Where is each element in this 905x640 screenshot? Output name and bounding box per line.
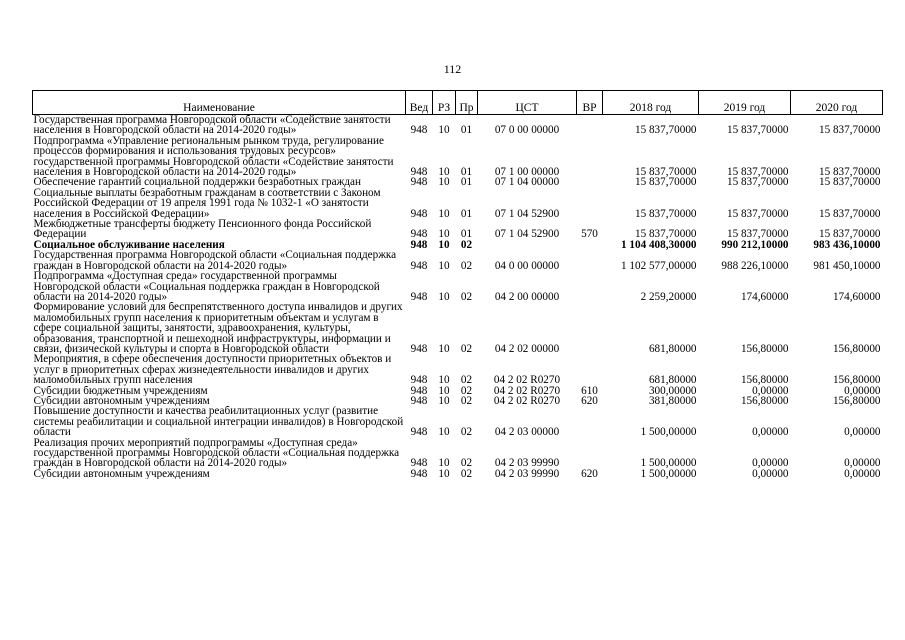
cell-ved: 948 — [410, 395, 428, 407]
cell-ved: 948 — [410, 385, 428, 396]
cell-vr: 620 — [581, 395, 598, 407]
cell-pr: 01 — [460, 166, 473, 178]
cell-pr: 02 — [460, 395, 473, 407]
cell-cst: 07 1 04 00000 — [494, 177, 560, 188]
cell-y2020: 981 450,10000 — [813, 259, 881, 272]
cell-pr: 02 — [460, 239, 473, 251]
cell-vr — [577, 438, 603, 469]
cell-ved: 948 — [410, 290, 428, 303]
header-2020: 2020 год — [791, 91, 883, 115]
cell-name: Субсидии автономным учреждениям — [33, 468, 210, 480]
cell-y2018: 1 500,00000 — [640, 426, 697, 438]
cell-cst: 04 2 02 R0270 — [493, 385, 561, 396]
cell-vr — [577, 177, 603, 187]
cell-y2018: 15 837,70000 — [634, 124, 697, 136]
cell-rz: 10 — [438, 177, 450, 188]
cell-pr: 02 — [460, 374, 473, 386]
cell-cst: 04 2 03 99990 — [494, 468, 560, 480]
cell-y2020: 0,00000 — [844, 457, 881, 469]
cell-ved: 948 — [410, 259, 428, 272]
cell-y2019: 0,00000 — [752, 385, 789, 396]
table-row — [33, 271, 883, 302]
cell-cst: 04 2 02 R0270 — [493, 374, 561, 386]
cell-rz: 10 — [438, 166, 450, 178]
table-row — [33, 302, 883, 354]
cell-y2019: 156,80000 — [740, 395, 789, 407]
cell-rz: 10 — [438, 342, 450, 355]
cell-rz: 10 — [438, 374, 450, 386]
cell-vr — [577, 302, 603, 354]
cell-y2020: 156,80000 — [832, 342, 881, 355]
cell-vr — [577, 354, 603, 385]
cell-rz: 10 — [438, 124, 450, 136]
cell-y2020: 0,00000 — [844, 385, 881, 396]
table-row — [33, 240, 883, 250]
cell-rz: 10 — [438, 239, 450, 251]
cell-pr: 02 — [460, 468, 473, 480]
header-name: Наименование — [33, 91, 406, 115]
cell-ved: 948 — [410, 426, 428, 438]
cell-y2020: 983 436,10000 — [813, 239, 881, 251]
cell-cst: 04 2 02 00000 — [494, 342, 560, 355]
cell-y2020: 15 837,70000 — [818, 228, 881, 240]
table-row — [33, 396, 883, 406]
cell-vr — [577, 271, 603, 302]
cell-rz: 10 — [438, 457, 450, 469]
cell-ved: 948 — [410, 124, 428, 136]
table-row — [33, 386, 883, 396]
cell-y2019: 156,80000 — [740, 342, 789, 355]
cell-ved: 948 — [410, 166, 428, 178]
cell-vr — [577, 136, 603, 178]
cell-cst: 07 1 04 52900 — [494, 228, 560, 240]
header-2018: 2018 год — [603, 91, 699, 115]
cell-ved: 948 — [410, 468, 428, 480]
header-rz: РЗ — [433, 91, 456, 115]
cell-pr: 01 — [460, 207, 473, 220]
cell-y2018: 1 102 577,00000 — [620, 259, 697, 272]
header-vr: ВР — [577, 91, 603, 115]
cell-pr: 01 — [460, 124, 473, 136]
table-row — [33, 115, 883, 136]
cell-name: Повышение доступности и качества реабилитационных услуг (развитие системы реабилитации и социальной интеграции инвалидов) в Новгородской области — [33, 406, 404, 438]
cell-y2020: 0,00000 — [844, 426, 881, 438]
cell-y2018: 15 837,70000 — [634, 207, 697, 220]
table-row — [33, 136, 883, 178]
cell-cst: 04 2 00 00000 — [494, 290, 560, 303]
cell-cst: 04 2 03 00000 — [494, 426, 560, 438]
cell-name: Реализация прочих мероприятий подпрограммы «Доступная среда» государственной программы Новгородской области «Социальная поддержка граждан в Новгородской области на 2014-2020 годы» — [33, 437, 400, 469]
cell-rz: 10 — [438, 468, 450, 480]
header-pr: Пр — [456, 91, 478, 115]
cell-cst: 07 1 04 52900 — [494, 207, 560, 220]
cell-vr — [577, 406, 603, 437]
cell-name: Государственная программа Новгородской области «Содействие занятости населения в Новгородской области на 2014-2020 годы» — [33, 114, 391, 136]
cell-cst: 07 0 00 00000 — [494, 124, 560, 136]
table-row — [33, 177, 883, 187]
cell-name: Мероприятия, в сфере обеспечения доступности приоритетных объектов и услуг в приоритетных сферах жизнедеятельности инвалидов и других маломобильных групп населения — [33, 354, 392, 386]
cell-y2018: 2 259,20000 — [640, 290, 697, 303]
header-2019: 2019 год — [699, 91, 791, 115]
cell-y2019: 15 837,70000 — [726, 207, 789, 220]
cell-y2018: 1 104 408,30000 — [620, 239, 697, 251]
cell-y2018: 15 837,70000 — [634, 177, 697, 188]
cell-ved: 948 — [410, 239, 428, 251]
cell-rz: 10 — [438, 395, 450, 407]
cell-name: Формирование условий для беспрепятственного доступа инвалидов и других маломобильных групп населения к приоритетным объектам и услугам в сфере социальной защиты, занятости, здравоохранения, культуры, образования, транспортной и пешеходной инфраструктуры, информации и связи, физической культуры и спорта в Новгородской области — [33, 302, 403, 355]
cell-pr: 02 — [460, 385, 473, 396]
cell-y2018: 681,80000 — [648, 374, 697, 386]
cell-ved: 948 — [410, 228, 428, 240]
cell-y2019: 174,60000 — [740, 290, 789, 303]
cell-name: Обеспечение гарантий социальной поддержки безработных граждан — [33, 177, 361, 188]
cell-vr: 620 — [581, 468, 598, 480]
cell-y2019: 156,80000 — [740, 374, 789, 386]
cell-y2020: 156,80000 — [832, 395, 881, 407]
cell-rz: 10 — [438, 207, 450, 220]
cell-pr: 02 — [460, 426, 473, 438]
cell-vr — [577, 250, 603, 271]
cell-y2018: 15 837,70000 — [634, 166, 697, 178]
cell-rz: 10 — [438, 385, 450, 396]
header-ved: Вед — [406, 91, 433, 115]
table-row — [33, 188, 883, 219]
table-row — [33, 219, 883, 240]
cell-y2020: 0,00000 — [844, 468, 881, 480]
cell-name: Социальные выплаты безработным гражданам в соответствии с Законом Российской Федерации от 19 апреля 1991 года № 1032-1 «О занятости населения в Российской Федерации» — [33, 187, 381, 220]
cell-pr: 02 — [460, 259, 473, 272]
table-row — [33, 250, 883, 271]
cell-y2018: 15 837,70000 — [634, 228, 697, 240]
cell-cst — [478, 240, 577, 250]
cell-vr — [577, 240, 603, 250]
cell-ved: 948 — [410, 342, 428, 355]
budget-table — [32, 90, 883, 479]
page-number: 112 — [443, 62, 462, 76]
cell-name: Межбюджетные трансферты бюджету Пенсионного фонда Российской Федерации — [33, 219, 372, 240]
cell-y2020: 15 837,70000 — [818, 166, 881, 178]
cell-y2019: 15 837,70000 — [726, 124, 789, 136]
cell-ved: 948 — [410, 207, 428, 220]
cell-y2019: 15 837,70000 — [726, 166, 789, 178]
cell-vr — [577, 115, 603, 136]
cell-y2020: 174,60000 — [832, 290, 881, 303]
cell-y2018: 1 500,00000 — [640, 457, 697, 469]
cell-name: Подпрограмма «Доступная среда» государственной программы Новгородской области «Социальная поддержка граждан в Новгородской области на 2014-2020 годы» — [33, 271, 380, 303]
cell-name: Субсидии автономным учреждениям — [33, 395, 210, 407]
cell-rz: 10 — [438, 228, 450, 240]
cell-vr — [577, 188, 603, 219]
cell-pr: 01 — [460, 228, 473, 240]
cell-y2019: 990 212,10000 — [721, 239, 789, 251]
cell-pr: 02 — [460, 342, 473, 355]
cell-vr: 610 — [581, 385, 598, 396]
cell-y2020: 156,80000 — [832, 374, 881, 386]
cell-name: Субсидии бюджетным учреждениям — [33, 385, 208, 396]
table-row — [33, 438, 883, 469]
cell-y2019: 0,00000 — [752, 468, 789, 480]
cell-y2018: 381,80000 — [648, 395, 697, 407]
cell-pr: 01 — [460, 177, 473, 188]
cell-y2020: 15 837,70000 — [818, 124, 881, 136]
cell-vr: 570 — [581, 228, 598, 240]
cell-cst: 07 1 00 00000 — [494, 166, 560, 178]
cell-y2019: 15 837,70000 — [726, 177, 789, 188]
cell-y2019: 15 837,70000 — [726, 228, 789, 240]
cell-y2019: 988 226,10000 — [721, 259, 789, 272]
header-cst: ЦСТ — [478, 91, 577, 115]
cell-rz: 10 — [438, 426, 450, 438]
cell-cst: 04 0 00 00000 — [494, 259, 560, 272]
cell-ved: 948 — [410, 374, 428, 386]
cell-name: Социальное обслуживание населения — [33, 239, 225, 251]
cell-pr: 02 — [460, 457, 473, 469]
cell-y2020: 15 837,70000 — [818, 207, 881, 220]
cell-cst: 04 2 03 99990 — [494, 457, 560, 469]
cell-y2018: 1 500,00000 — [640, 468, 697, 480]
cell-ved: 948 — [410, 457, 428, 469]
cell-cst: 04 2 02 R0270 — [493, 395, 561, 407]
cell-y2018: 681,80000 — [648, 342, 697, 355]
table-row — [33, 406, 883, 437]
table-row — [33, 469, 883, 479]
table-header-row — [33, 91, 883, 115]
cell-pr: 02 — [460, 290, 473, 303]
cell-name: Подпрограмма «Управление региональным рынком труда, регулирование процессов формирования и использования трудовых ресурсов» государственной программы Новгородской области «Содействие занятости населения в Новгородской области на 2014-2020 годы» — [33, 135, 394, 178]
cell-y2019: 0,00000 — [752, 426, 789, 438]
cell-y2019: 0,00000 — [752, 457, 789, 469]
cell-y2018: 300,00000 — [648, 385, 697, 396]
cell-name: Государственная программа Новгородской области «Социальная поддержка граждан в Новгородской области на 2014-2020 годы» — [33, 250, 397, 272]
cell-ved: 948 — [410, 177, 428, 188]
cell-rz: 10 — [438, 290, 450, 303]
table-row — [33, 354, 883, 385]
cell-y2020: 15 837,70000 — [818, 177, 881, 188]
cell-rz: 10 — [438, 259, 450, 272]
